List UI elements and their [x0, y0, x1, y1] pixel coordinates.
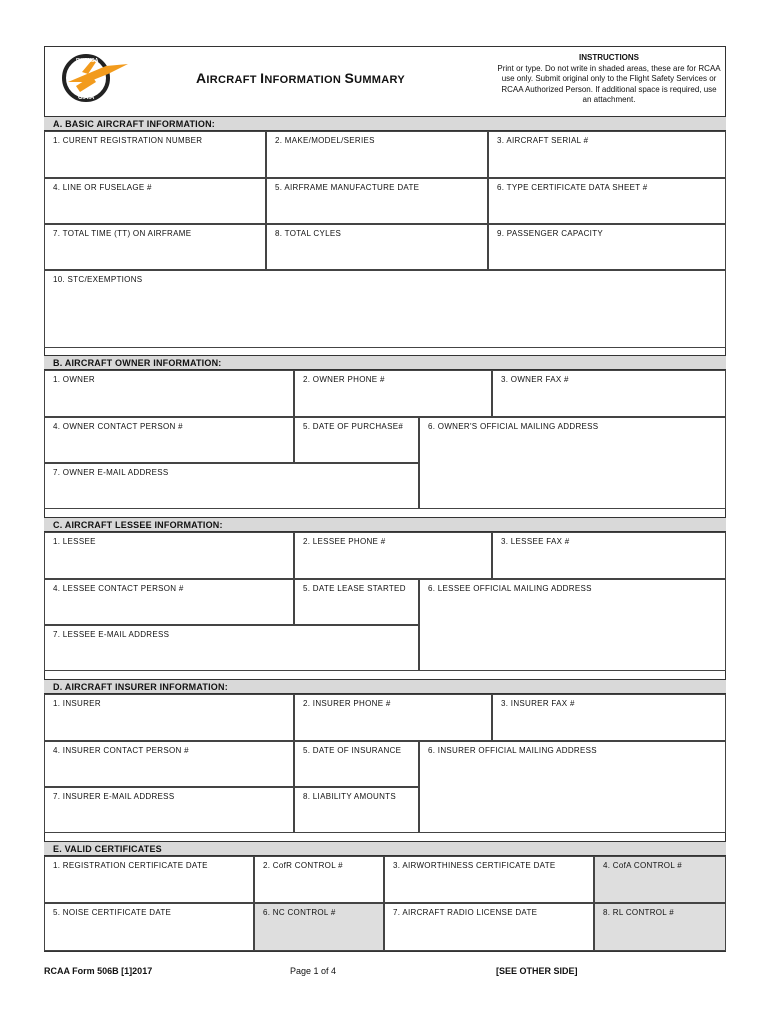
field-cofr-control[interactable]: 2. CofR CONTROL #	[254, 856, 384, 903]
field-owner-contact-person[interactable]: 4. OWNER CONTACT PERSON #	[44, 417, 294, 463]
field-stc-exemptions[interactable]: 10. STC/EXEMPTIONS	[44, 270, 726, 348]
logo-top-text: RWANDA	[76, 58, 99, 64]
field-lessee-mailing-address[interactable]: 6. LESSEE OFFICIAL MAILING ADDRESS	[419, 579, 726, 671]
field-lessee-email[interactable]: 7. LESSEE E-MAIL ADDRESS	[44, 625, 419, 671]
field-cofa-control: 4. CofA CONTROL #	[594, 856, 726, 903]
field-insurer-fax[interactable]: 3. INSURER FAX #	[492, 694, 726, 741]
instructions	[496, 53, 722, 106]
instructions-text: Print or type. Do not write in shaded areas, these are for RCAA use only. Submit original only to the Flight Safety Services or RCAA Authorized Person. If additional space is required, use an attachment.	[497, 63, 721, 104]
field-lessee[interactable]: 1. LESSEE	[44, 532, 294, 579]
field-make-model-series[interactable]: 2. MAKE/MODEL/SERIES	[266, 131, 488, 178]
field-aircraft-serial[interactable]: 3. AIRCRAFT SERIAL #	[488, 131, 726, 178]
field-lessee-contact-person[interactable]: 4. LESSEE CONTACT PERSON #	[44, 579, 294, 625]
field-lessee-phone[interactable]: 2. LESSEE PHONE #	[294, 532, 492, 579]
field-owner-mailing-address[interactable]: 6. OWNER'S OFFICIAL MAILING ADDRESS	[419, 417, 726, 509]
section-c-heading: C. AIRCRAFT LESSEE INFORMATION:	[44, 517, 726, 532]
field-owner[interactable]: 1. OWNER	[44, 370, 294, 417]
field-total-cycles[interactable]: 8. TOTAL CYLES	[266, 224, 488, 270]
field-insurer-mailing-address[interactable]: 6. INSURER OFFICIAL MAILING ADDRESS	[419, 741, 726, 833]
field-owner-email[interactable]: 7. OWNER E-MAIL ADDRESS	[44, 463, 419, 509]
section-a-heading: A. BASIC AIRCRAFT INFORMATION:	[44, 116, 726, 131]
field-date-of-insurance[interactable]: 5. DATE OF INSURANCE	[294, 741, 419, 787]
section-b-heading: B. AIRCRAFT OWNER INFORMATION:	[44, 355, 726, 370]
form-id: RCAA Form 506B [1]2017	[44, 966, 153, 976]
field-nc-control: 6. NC CONTROL #	[254, 903, 384, 951]
field-rl-control: 8. RL CONTROL #	[594, 903, 726, 951]
field-insurer-phone[interactable]: 2. INSURER PHONE #	[294, 694, 492, 741]
field-current-registration-number[interactable]: 1. CURENT REGISTRATION NUMBER	[44, 131, 266, 178]
logo-bottom-text: C.A.A	[78, 95, 95, 101]
instructions-heading: INSTRUCTIONS	[579, 53, 639, 62]
field-owner-fax[interactable]: 3. OWNER FAX #	[492, 370, 726, 417]
field-lessee-fax[interactable]: 3. LESSEE FAX #	[492, 532, 726, 579]
section-e-heading: E. VALID CERTIFICATES	[44, 841, 726, 856]
field-total-time-airframe[interactable]: 7. TOTAL TIME (TT) ON AIRFRAME	[44, 224, 266, 270]
field-insurer-email[interactable]: 7. INSURER E-MAIL ADDRESS	[44, 787, 294, 833]
field-airworthiness-certificate-date[interactable]: 3. AIRWORTHINESS CERTIFICATE DATE	[384, 856, 594, 903]
page-number: Page 1 of 4	[290, 966, 337, 976]
field-line-or-fuselage[interactable]: 4. LINE OR FUSELAGE #	[44, 178, 266, 224]
field-insurer-contact-person[interactable]: 4. INSURER CONTACT PERSON #	[44, 741, 294, 787]
see-other-side: [SEE OTHER SIDE]	[496, 966, 578, 976]
field-owner-phone[interactable]: 2. OWNER PHONE #	[294, 370, 492, 417]
field-date-of-purchase[interactable]: 5. DATE OF PURCHASE#	[294, 417, 419, 463]
form-title: AIRCRAFT INFORMATION SUMMARY	[196, 70, 405, 86]
field-insurer[interactable]: 1. INSURER	[44, 694, 294, 741]
field-noise-certificate-date[interactable]: 5. NOISE CERTIFICATE DATE	[44, 903, 254, 951]
rcaa-logo	[62, 52, 130, 104]
field-date-lease-started[interactable]: 5. DATE LEASE STARTED	[294, 579, 419, 625]
field-registration-certificate-date[interactable]: 1. REGISTRATION CERTIFICATE DATE	[44, 856, 254, 903]
field-airframe-manufacture-date[interactable]: 5. AIRFRAME MANUFACTURE DATE	[266, 178, 488, 224]
field-passenger-capacity[interactable]: 9. PASSENGER CAPACITY	[488, 224, 726, 270]
field-aircraft-radio-license-date[interactable]: 7. AIRCRAFT RADIO LICENSE DATE	[384, 903, 594, 951]
field-type-certificate-data-sheet[interactable]: 6. TYPE CERTIFICATE DATA SHEET #	[488, 178, 726, 224]
field-liability-amounts[interactable]: 8. LIABILITY AMOUNTS	[294, 787, 419, 833]
section-d-heading: D. AIRCRAFT INSURER INFORMATION:	[44, 679, 726, 694]
